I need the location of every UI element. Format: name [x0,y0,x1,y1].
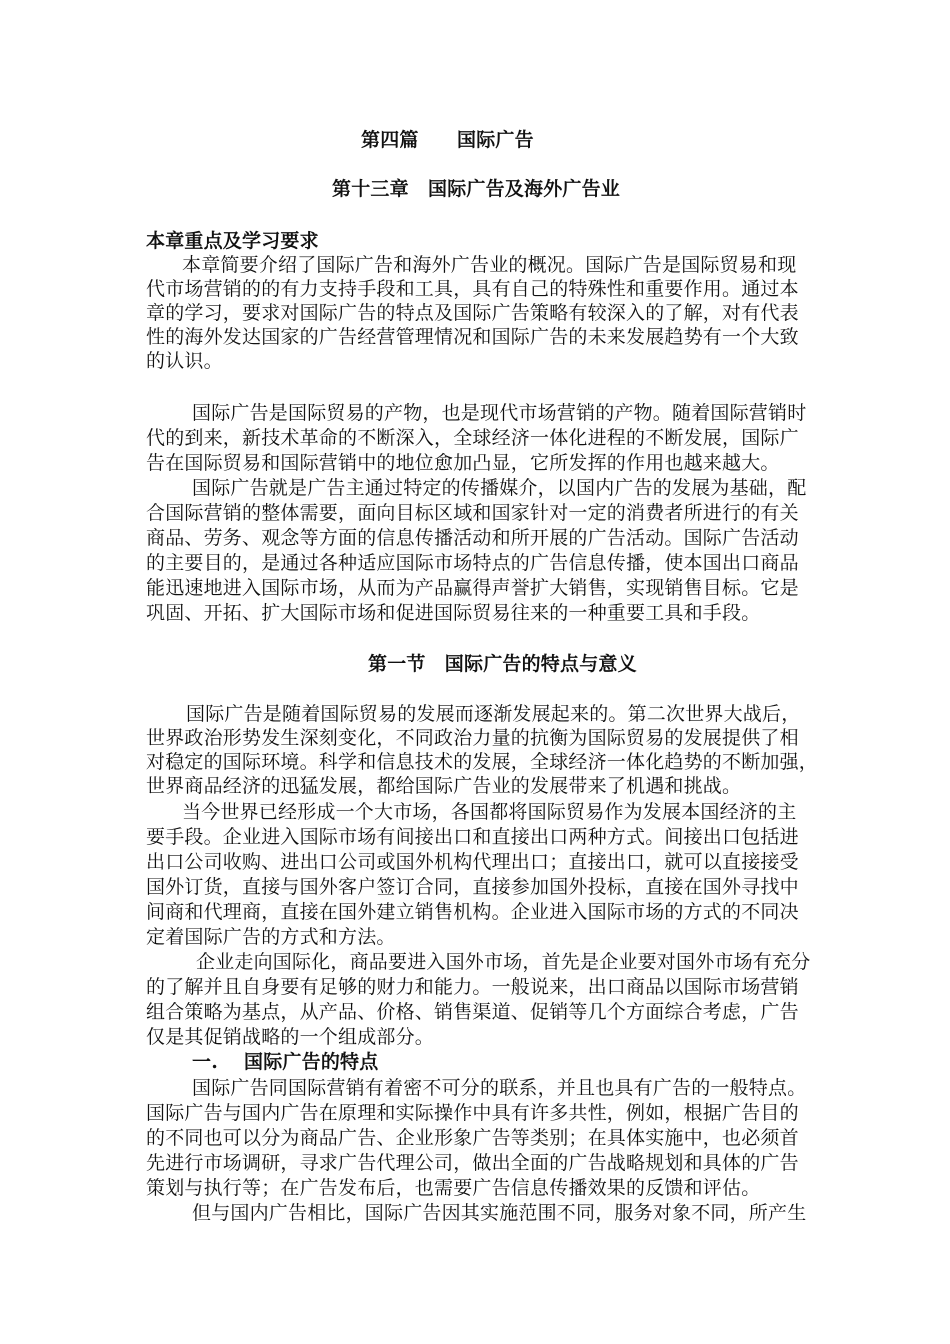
subsection-line: 策划与执行等；在广告发布后，也需要广告信息传播效果的反馈和评估。 [146,1177,761,1199]
section-line: 企业走向国际化，商品要进入国外市场，首先是企业要对国外市场有充分 [196,951,811,973]
key-points-heading: 本章重点及学习要求 [146,230,319,252]
key-points-line: 性的海外发达国家的广告经营管理情况和国际广告的未来发展趋势有一个大致 [146,326,799,348]
intro-line: 能迅速地进入国际市场，从而为产品赢得声誉扩大销售，实现销售目标。它是 [146,577,799,599]
intro-line: 国际广告是国际贸易的产物，也是现代市场营销的产物。随着国际营销时 [192,402,807,424]
section-line: 出口公司收购、进出口公司或国外机构代理出口；直接出口，就可以直接接受 [146,851,799,873]
section-line: 的了解并且自身要有足够的财力和能力。一般说来，出口商品以国际市场营销 [146,976,799,998]
key-points-line: 的认识。 [146,350,223,372]
part-title: 第四篇 国际广告 [361,129,534,151]
section-line: 间商和代理商，直接在国外建立销售机构。企业进入国际市场的方式的不同决 [146,901,799,923]
section-line: 国际广告是随着国际贸易的发展而逐渐发展起来的。第二次世界大战后， [186,703,801,725]
chapter-title: 第十三章 国际广告及海外广告业 [332,178,621,200]
section-line: 世界政治形势发生深刻变化，不同政治力量的抗衡为国际贸易的发展提供了相 [146,727,799,749]
intro-line: 告在国际贸易和国际营销中的地位愈加凸显，它所发挥的作用也越来越大。 [146,452,780,474]
subsection-title: 一. 国际广告的特点 [192,1051,379,1073]
section-line: 定着国际广告的方式和方法。 [146,926,396,948]
section-line: 仅是其促销战略的一个组成部分。 [146,1026,435,1048]
key-points-line: 章的学习，要求对国际广告的特点及国际广告策略有较深入的了解，对有代表 [146,302,799,324]
intro-line: 国际广告就是广告主通过特定的传播媒介，以国内广告的发展为基础，配 [192,477,807,499]
section-line: 世界商品经济的迅猛发展，都给国际广告业的发展带来了机遇和挑战。 [146,775,742,797]
subsection-line: 国际广告与国内广告在原理和实际操作中具有许多共性，例如，根据广告目的 [146,1102,799,1124]
section-line: 要手段。企业进入国际市场有间接出口和直接出口两种方式。间接出口包括进 [146,826,799,848]
intro-line: 代的到来，新技术革命的不断深入，全球经济一体化进程的不断发展，国际广 [146,427,799,449]
intro-line: 巩固、开拓、扩大国际市场和促进国际贸易往来的一种重要工具和手段。 [146,602,761,624]
subsection-line: 但与国内广告相比，国际广告因其实施范围不同，服务对象不同，所产生 [192,1202,807,1224]
subsection-line: 的不同也可以分为商品广告、企业形象广告等类别；在具体实施中，也必须首 [146,1127,799,1149]
key-points-line: 代市场营销的的有力支持手段和工具，具有自己的特殊性和重要作用。通过本 [146,278,799,300]
key-points-line: 本章简要介绍了国际广告和海外广告业的概况。国际广告是国际贸易和现 [182,254,797,276]
intro-line: 合国际营销的整体需要，面向目标区域和国家针对一定的消费者所进行的有关 [146,502,799,524]
section-line: 当今世界已经形成一个大市场，各国都将国际贸易作为发展本国经济的主 [182,801,797,823]
section-title: 第一节 国际广告的特点与意义 [368,653,637,675]
intro-line: 商品、劳务、观念等方面的信息传播活动和所开展的广告活动。国际广告活动 [146,527,799,549]
section-line: 对稳定的国际环境。科学和信息技术的发展，全球经济一体化趋势的不断加强， [146,751,819,773]
subsection-line: 先进行市场调研，寻求广告代理公司，做出全面的广告战略规划和具体的广告 [146,1152,799,1174]
section-line: 国外订货，直接与国外客户签订合同，直接参加国外投标，直接在国外寻找中 [146,876,799,898]
section-line: 组合策略为基点，从产品、价格、销售渠道、促销等几个方面综合考虑，广告 [146,1001,799,1023]
subsection-line: 国际广告同国际营销有着密不可分的联系，并且也具有广告的一般特点。 [192,1077,807,1099]
intro-line: 的主要目的，是通过各种适应国际市场特点的广告信息传播，使本国出口商品 [146,552,799,574]
